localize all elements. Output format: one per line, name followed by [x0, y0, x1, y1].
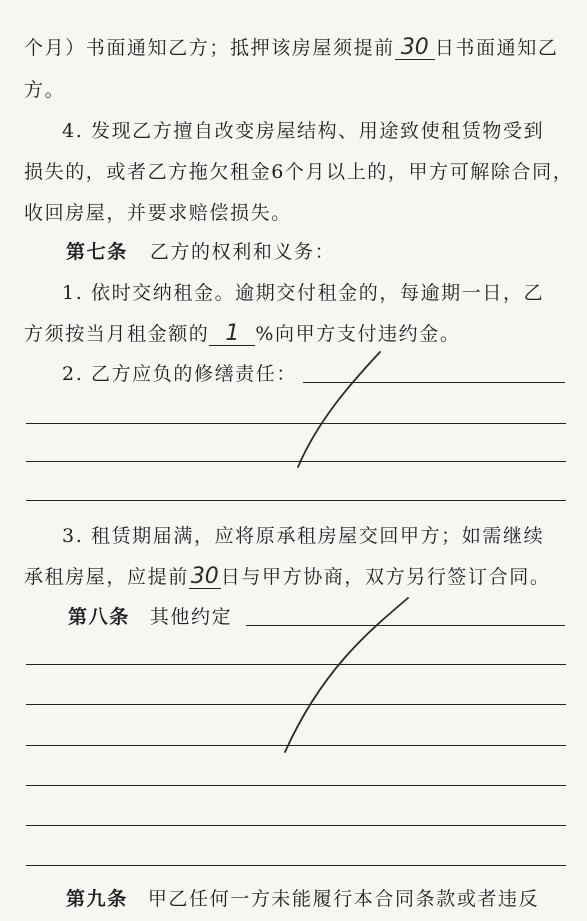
handwritten-renewal-days: 30 [190, 564, 219, 589]
clause-6-4-line-2: 损失的，或者乙方拖欠租金6个月以上的，甲方可解除合同， [24, 161, 574, 183]
handwritten-penalty-rate: 1 [209, 323, 255, 346]
article-7-item-3-line-1: 3. 租赁期届满，应将原承租房屋交回甲方；如需继续 [62, 525, 545, 547]
clause-text: 日与甲方协商，双方另行签订合同。 [220, 566, 551, 588]
clause-6-3-line-2: 方。 [24, 79, 66, 101]
repair-duty-strike-mark [298, 352, 380, 467]
article-7-number: 第七条 [66, 241, 128, 263]
clause-6-4-line-1: 4. 发现乙方擅自改变房屋结构、用途致使租赁物受到 [62, 120, 545, 142]
clause-text: 方须按当月租金额的 [24, 323, 210, 345]
article-8-title: 其他约定 [149, 606, 233, 628]
article-9-text: 甲乙任何一方未能履行本合同条款或者违反 [147, 888, 540, 910]
other-terms-strike-mark [285, 598, 408, 752]
clause-text: 个月）书面通知乙方；抵押该房屋须提前 [24, 37, 395, 59]
article-7-item-2-label: 2. 乙方应负的修缮责任： [62, 363, 297, 385]
clause-text: %向甲方支付违约金。 [255, 323, 461, 345]
clause-text: 承租房屋，应提前 [24, 566, 189, 588]
article-8-number: 第八条 [68, 606, 130, 628]
article-7-title: 乙方的权利和义务： [149, 241, 336, 263]
article-9-number: 第九条 [66, 888, 128, 910]
clause-6-4-line-3: 收回房屋，并要求赔偿损失。 [24, 202, 292, 224]
article-7-item-1-line-1: 1. 依时交纳租金。逾期交付租金的，每逾期一日，乙 [62, 282, 545, 304]
clause-text: 日书面通知乙 [434, 37, 559, 59]
handwritten-days-mortgage: 30 [395, 37, 435, 60]
